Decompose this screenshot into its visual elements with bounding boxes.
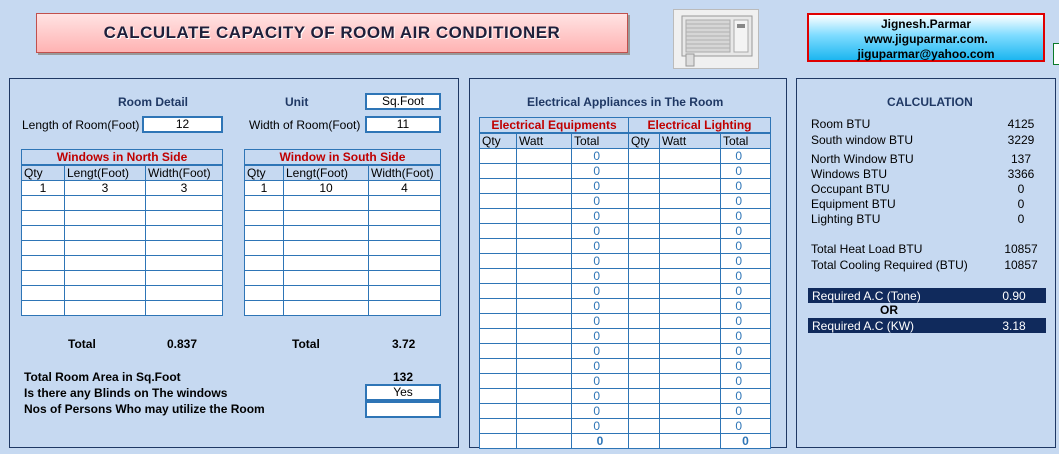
required-tone-label: Required A.C (Tone) <box>812 289 921 303</box>
required-kw-value: 3.18 <box>1002 319 1026 333</box>
north-col-length: Lengt(Foot) <box>65 165 146 181</box>
light-row-total: 0 <box>721 224 771 239</box>
heat-load-label: Total Heat Load BTU <box>811 242 923 256</box>
table-row <box>22 181 223 196</box>
table-row <box>480 299 771 314</box>
table-row[interactable] <box>245 241 441 256</box>
light-watt-cell[interactable] <box>660 269 721 284</box>
persons-label: Nos of Persons Who may utilize the Room <box>24 402 265 416</box>
calc-row-label: Windows BTU <box>811 167 888 181</box>
equip-qty-cell[interactable] <box>480 254 517 269</box>
calc-row-value: 0 <box>1017 212 1025 226</box>
equip-row-total: 0 <box>572 209 629 224</box>
equipment-title: Electrical Equipments <box>480 118 629 134</box>
table-row <box>480 359 771 374</box>
light-col-total: Total <box>721 133 771 149</box>
persons-field[interactable] <box>365 401 441 418</box>
appliances-table <box>479 117 771 449</box>
table-row <box>480 329 771 344</box>
light-row-total: 0 <box>721 374 771 389</box>
equip-row-total: 0 <box>572 389 629 404</box>
table-row <box>480 314 771 329</box>
light-row-total: 0 <box>721 389 771 404</box>
light-col-qty: Qty <box>629 133 660 149</box>
equip-row-total: 0 <box>572 254 629 269</box>
length-label: Length of Room(Foot) <box>22 118 140 132</box>
light-row-total: 0 <box>721 419 771 434</box>
equip-qty-cell[interactable] <box>480 269 517 284</box>
south-col-length: Lengt(Foot) <box>284 165 369 181</box>
light-qty-cell[interactable] <box>629 149 660 164</box>
light-watt-cell[interactable] <box>660 209 721 224</box>
table-row[interactable] <box>22 211 223 226</box>
light-row-total: 0 <box>721 164 771 179</box>
required-tone-value: 0.90 <box>1002 289 1026 303</box>
light-qty-cell[interactable] <box>629 404 660 419</box>
equip-row-total: 0 <box>572 194 629 209</box>
equip-watt-cell[interactable] <box>517 239 572 254</box>
blinds-field[interactable]: Yes <box>365 384 441 401</box>
light-watt-cell[interactable] <box>660 419 721 434</box>
equip-watt-cell[interactable] <box>517 164 572 179</box>
light-qty-cell[interactable] <box>629 359 660 374</box>
page-title: CALCULATE CAPACITY OF ROOM AIR CONDITIONER <box>36 13 628 53</box>
table-row <box>480 254 771 269</box>
table-row[interactable] <box>245 286 441 301</box>
appliances-heading: Electrical Appliances in The Room <box>527 95 724 109</box>
air-conditioner-image <box>673 9 759 69</box>
light-row-total: 0 <box>721 284 771 299</box>
south-total-value: 3.72 <box>392 337 416 351</box>
equip-qty-cell[interactable] <box>480 404 517 419</box>
equip-watt-cell[interactable] <box>517 284 572 299</box>
equip-qty-cell[interactable] <box>480 314 517 329</box>
equip-row-total: 0 <box>572 179 629 194</box>
light-row-total: 0 <box>721 149 771 164</box>
table-row <box>245 181 441 196</box>
heat-load-row <box>811 242 1051 257</box>
light-qty-cell[interactable] <box>629 344 660 359</box>
table-row[interactable] <box>245 301 441 316</box>
lighting-title: Electrical Lighting <box>629 118 771 134</box>
equip-watt-cell[interactable] <box>517 299 572 314</box>
required-kw-row <box>808 318 1046 333</box>
table-row[interactable] <box>245 226 441 241</box>
table-row[interactable] <box>22 286 223 301</box>
table-row <box>480 404 771 419</box>
table-row <box>480 284 771 299</box>
light-qty-cell[interactable] <box>629 314 660 329</box>
light-qty-cell[interactable] <box>629 374 660 389</box>
equip-watt-cell[interactable] <box>517 329 572 344</box>
equip-watt-cell[interactable] <box>517 389 572 404</box>
table-row[interactable] <box>245 196 441 211</box>
light-watt-cell[interactable] <box>660 389 721 404</box>
calc-row-value: 0 <box>1017 182 1025 196</box>
unit-label: Unit <box>285 95 309 109</box>
unit-field[interactable]: Sq.Foot <box>365 93 441 110</box>
equip-qty-cell[interactable] <box>480 284 517 299</box>
light-watt-cell[interactable] <box>660 374 721 389</box>
light-watt-cell[interactable] <box>660 299 721 314</box>
table-row[interactable] <box>245 211 441 226</box>
light-watt-cell[interactable] <box>660 239 721 254</box>
calc-row-label: Lighting BTU <box>811 212 881 226</box>
table-row <box>480 209 771 224</box>
light-row-total: 0 <box>721 194 771 209</box>
length-field[interactable]: 12 <box>142 116 223 133</box>
light-row-total: 0 <box>721 299 771 314</box>
equip-watt-cell[interactable] <box>517 224 572 239</box>
equip-qty-cell[interactable] <box>480 149 517 164</box>
south-col-width: Width(Foot) <box>369 165 441 181</box>
table-row[interactable] <box>245 256 441 271</box>
equip-watt-cell[interactable] <box>517 179 572 194</box>
blinds-label: Is there any Blinds on The windows <box>24 386 228 400</box>
equip-qty-cell[interactable] <box>480 344 517 359</box>
light-qty-cell[interactable] <box>629 224 660 239</box>
light-qty-cell[interactable] <box>629 194 660 209</box>
grand-total-row <box>480 434 771 449</box>
equip-watt-cell[interactable] <box>517 254 572 269</box>
equip-col-watt: Watt <box>517 133 572 149</box>
table-row <box>480 269 771 284</box>
equip-col-total: Total <box>572 133 629 149</box>
light-row-total: 0 <box>721 314 771 329</box>
table-row[interactable] <box>245 271 441 286</box>
table-row <box>480 224 771 239</box>
south-width-cell[interactable]: 4 <box>369 181 441 196</box>
required-tone-row <box>808 288 1046 303</box>
calc-row-value: 3366 <box>1007 167 1035 181</box>
equip-qty-cell[interactable] <box>480 299 517 314</box>
equip-qty-cell[interactable] <box>480 164 517 179</box>
required-kw-label: Required A.C (KW) <box>812 319 915 333</box>
table-row <box>480 239 771 254</box>
north-col-width: Width(Foot) <box>146 165 223 181</box>
light-qty-cell[interactable] <box>629 329 660 344</box>
width-label: Width of Room(Foot) <box>249 118 361 132</box>
author-name: Jignesh.Parmar <box>880 17 972 31</box>
equip-row-total: 0 <box>572 419 629 434</box>
equip-watt-cell[interactable] <box>517 149 572 164</box>
light-qty-cell[interactable] <box>629 209 660 224</box>
light-row-total: 0 <box>721 254 771 269</box>
equip-watt-cell[interactable] <box>517 359 572 374</box>
light-watt-cell[interactable] <box>660 329 721 344</box>
calc-row <box>811 117 1051 132</box>
light-watt-cell[interactable] <box>660 224 721 239</box>
light-qty-cell[interactable] <box>629 179 660 194</box>
cooling-value: 10857 <box>1004 258 1038 272</box>
equip-row-total: 0 <box>572 404 629 419</box>
north-windows-table <box>21 149 223 316</box>
table-row <box>480 194 771 209</box>
equip-qty-cell[interactable] <box>480 179 517 194</box>
calc-row <box>811 152 1051 167</box>
table-row[interactable] <box>22 271 223 286</box>
calc-row-label: Room BTU <box>811 117 871 131</box>
author-box <box>807 13 1045 62</box>
south-length-cell[interactable]: 10 <box>284 181 369 196</box>
width-field[interactable]: 11 <box>365 116 441 133</box>
light-row-total: 0 <box>721 239 771 254</box>
calc-row-value: 3229 <box>1007 133 1035 147</box>
north-width-cell[interactable]: 3 <box>146 181 223 196</box>
light-row-total: 0 <box>721 329 771 344</box>
equip-qty-cell[interactable] <box>480 209 517 224</box>
equip-qty-cell[interactable] <box>480 329 517 344</box>
table-row[interactable] <box>22 256 223 271</box>
light-row-total: 0 <box>721 359 771 374</box>
author-website[interactable]: www.jiguparmar.com. <box>864 32 988 46</box>
north-length-cell[interactable]: 3 <box>65 181 146 196</box>
equip-row-total: 0 <box>572 239 629 254</box>
room-detail-heading: Room Detail <box>118 95 189 109</box>
north-windows-title: Windows in North Side <box>22 150 223 166</box>
calc-row <box>811 167 1051 182</box>
light-qty-cell[interactable] <box>629 164 660 179</box>
light-row-total: 0 <box>721 344 771 359</box>
south-windows-table <box>244 149 441 316</box>
equip-watt-cell[interactable] <box>517 269 572 284</box>
light-row-total: 0 <box>721 404 771 419</box>
table-row[interactable] <box>22 301 223 316</box>
light-qty-cell[interactable] <box>629 299 660 314</box>
sheet-edge-marker <box>1053 43 1059 65</box>
equip-watt-cell[interactable] <box>517 344 572 359</box>
south-col-qty: Qty <box>245 165 284 181</box>
calculation-heading: CALCULATION <box>887 95 973 109</box>
calc-row-label: Occupant BTU <box>811 182 890 196</box>
light-row-total: 0 <box>721 179 771 194</box>
equip-col-qty: Qty <box>480 133 517 149</box>
light-watt-cell[interactable] <box>660 179 721 194</box>
equip-grand-total: 0 <box>572 434 629 449</box>
north-col-qty: Qty <box>22 165 65 181</box>
light-col-watt: Watt <box>660 133 721 149</box>
equip-row-total: 0 <box>572 314 629 329</box>
or-label: OR <box>880 303 898 317</box>
table-row[interactable] <box>22 241 223 256</box>
table-row[interactable] <box>22 226 223 241</box>
equip-qty-cell[interactable] <box>480 389 517 404</box>
calc-row-label: South window BTU <box>811 133 914 147</box>
equip-watt-cell[interactable] <box>517 374 572 389</box>
table-row <box>480 374 771 389</box>
equip-row-total: 0 <box>572 149 629 164</box>
equip-row-total: 0 <box>572 269 629 284</box>
author-email[interactable]: jiguparmar@yahoo.com <box>857 47 995 61</box>
equip-qty-cell[interactable] <box>480 239 517 254</box>
equip-qty-cell[interactable] <box>480 359 517 374</box>
calc-row-label: North Window BTU <box>811 152 914 166</box>
light-qty-cell[interactable] <box>629 254 660 269</box>
south-total-label: Total <box>292 337 320 351</box>
heat-load-value: 10857 <box>1004 242 1038 256</box>
equip-watt-cell[interactable] <box>517 404 572 419</box>
table-row <box>480 149 771 164</box>
light-watt-cell[interactable] <box>660 284 721 299</box>
equip-watt-cell[interactable] <box>517 194 572 209</box>
light-watt-cell[interactable] <box>660 314 721 329</box>
calc-row-value: 0 <box>1017 197 1025 211</box>
cooling-row <box>811 258 1051 273</box>
calc-row <box>811 182 1051 197</box>
calc-row <box>811 197 1051 212</box>
equip-watt-cell[interactable] <box>517 314 572 329</box>
table-row <box>480 164 771 179</box>
equip-qty-cell[interactable] <box>480 374 517 389</box>
light-qty-cell[interactable] <box>629 284 660 299</box>
calc-row <box>811 212 1051 227</box>
table-row <box>480 344 771 359</box>
north-total-value: 0.837 <box>167 337 198 351</box>
table-row <box>480 389 771 404</box>
total-area-value: 132 <box>393 370 414 384</box>
table-row <box>480 419 771 434</box>
equip-watt-cell[interactable] <box>517 419 572 434</box>
table-row[interactable] <box>22 196 223 211</box>
equip-qty-cell[interactable] <box>480 224 517 239</box>
calc-row-label: Equipment BTU <box>811 197 896 211</box>
cooling-label: Total Cooling Required (BTU) <box>811 258 968 272</box>
equip-row-total: 0 <box>572 164 629 179</box>
light-qty-cell[interactable] <box>629 239 660 254</box>
light-watt-cell[interactable] <box>660 149 721 164</box>
light-watt-cell[interactable] <box>660 194 721 209</box>
light-qty-cell[interactable] <box>629 389 660 404</box>
light-watt-cell[interactable] <box>660 404 721 419</box>
total-area-label: Total Room Area in Sq.Foot <box>24 370 181 384</box>
equip-row-total: 0 <box>572 329 629 344</box>
light-row-total: 0 <box>721 209 771 224</box>
equip-row-total: 0 <box>572 359 629 374</box>
equip-row-total: 0 <box>572 284 629 299</box>
south-qty-cell[interactable]: 1 <box>245 181 284 196</box>
calc-row-value: 4125 <box>1007 117 1035 131</box>
equip-row-total: 0 <box>572 374 629 389</box>
calc-row <box>811 133 1051 148</box>
light-grand-total: 0 <box>721 434 771 449</box>
equip-row-total: 0 <box>572 224 629 239</box>
equip-qty-cell[interactable] <box>480 419 517 434</box>
light-watt-cell[interactable] <box>660 254 721 269</box>
equip-watt-cell[interactable] <box>517 209 572 224</box>
light-qty-cell[interactable] <box>629 269 660 284</box>
light-watt-cell[interactable] <box>660 344 721 359</box>
table-row <box>480 179 771 194</box>
light-qty-cell[interactable] <box>629 419 660 434</box>
south-windows-title: Window in South Side <box>245 150 441 166</box>
north-qty-cell[interactable]: 1 <box>22 181 65 196</box>
equip-qty-cell[interactable] <box>480 194 517 209</box>
equip-row-total: 0 <box>572 299 629 314</box>
calc-row-value: 137 <box>1010 152 1032 166</box>
equip-row-total: 0 <box>572 344 629 359</box>
light-watt-cell[interactable] <box>660 359 721 374</box>
light-watt-cell[interactable] <box>660 164 721 179</box>
north-total-label: Total <box>68 337 96 351</box>
light-row-total: 0 <box>721 269 771 284</box>
